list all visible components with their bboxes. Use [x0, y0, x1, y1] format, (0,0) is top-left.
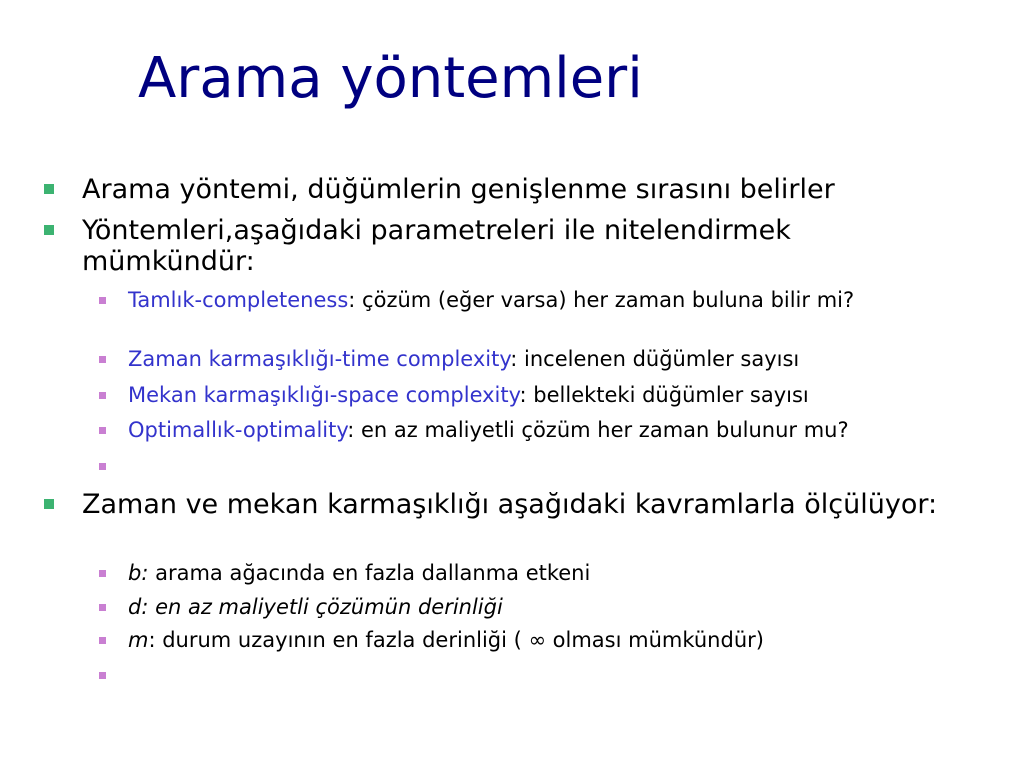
- bullet-item: [82, 174, 942, 205]
- sub-bullet-item: [128, 418, 988, 443]
- term-text: Mekan karmaşıklığı-space complexity: [128, 383, 520, 407]
- definition-text: : bellekteki düğümler sayısı: [519, 383, 809, 407]
- definition-text: arama ağacında en fazla dallanma etkeni: [148, 561, 591, 585]
- square-bullet-icon: [99, 356, 106, 363]
- square-bullet-icon: [99, 297, 106, 304]
- square-bullet-icon: [99, 672, 106, 679]
- sub-bullet-item: [128, 383, 988, 408]
- square-bullet-icon: [99, 463, 106, 470]
- sub-bullet-item: [128, 561, 988, 586]
- sub-bullet-item: [128, 288, 948, 313]
- square-bullet-icon: [99, 637, 106, 644]
- variable-text: m: [128, 628, 149, 652]
- bullet-text: Arama yöntemi, düğümlerin genişlenme sırasını belirler: [82, 174, 835, 205]
- square-bullet-icon: [99, 427, 106, 434]
- sub-bullet-item: [128, 347, 988, 372]
- square-bullet-icon: [44, 499, 54, 509]
- bullet-text: Yöntemleri,aşağıdaki parametreleri ile nitelendirmek mümkündür:: [82, 215, 791, 277]
- definition-text: : çözüm (eğer varsa) her zaman buluna bilir mi?: [348, 288, 855, 312]
- sub-bullet-item: [128, 628, 988, 653]
- variable-text: d: en az maliyetli çözümün derinliği: [128, 595, 503, 619]
- term-text: Tamlık-completeness: [128, 288, 349, 312]
- bullet-item: [82, 215, 942, 277]
- square-bullet-icon: [44, 225, 54, 235]
- bullet-text: Zaman ve mekan karmaşıklığı aşağıdaki kavramlarla ölçülüyor:: [82, 489, 938, 520]
- square-bullet-icon: [99, 392, 106, 399]
- slide-title: Arama yöntemleri: [138, 46, 643, 111]
- definition-text: : en az maliyetli çözüm her zaman bulunur mu?: [347, 418, 849, 442]
- term-text: Optimallık-optimality: [128, 418, 348, 442]
- sub-bullet-item: [128, 595, 988, 620]
- term-text: Zaman karmaşıklığı-time complexity: [128, 347, 511, 371]
- variable-text: b:: [128, 561, 149, 585]
- definition-text: : durum uzayının en fazla derinliği ( ∞ olması mümkündür): [148, 628, 764, 652]
- square-bullet-icon: [99, 604, 106, 611]
- square-bullet-icon: [44, 184, 54, 194]
- square-bullet-icon: [99, 570, 106, 577]
- definition-text: : incelenen düğümler sayısı: [510, 347, 800, 371]
- bullet-item: [82, 489, 942, 520]
